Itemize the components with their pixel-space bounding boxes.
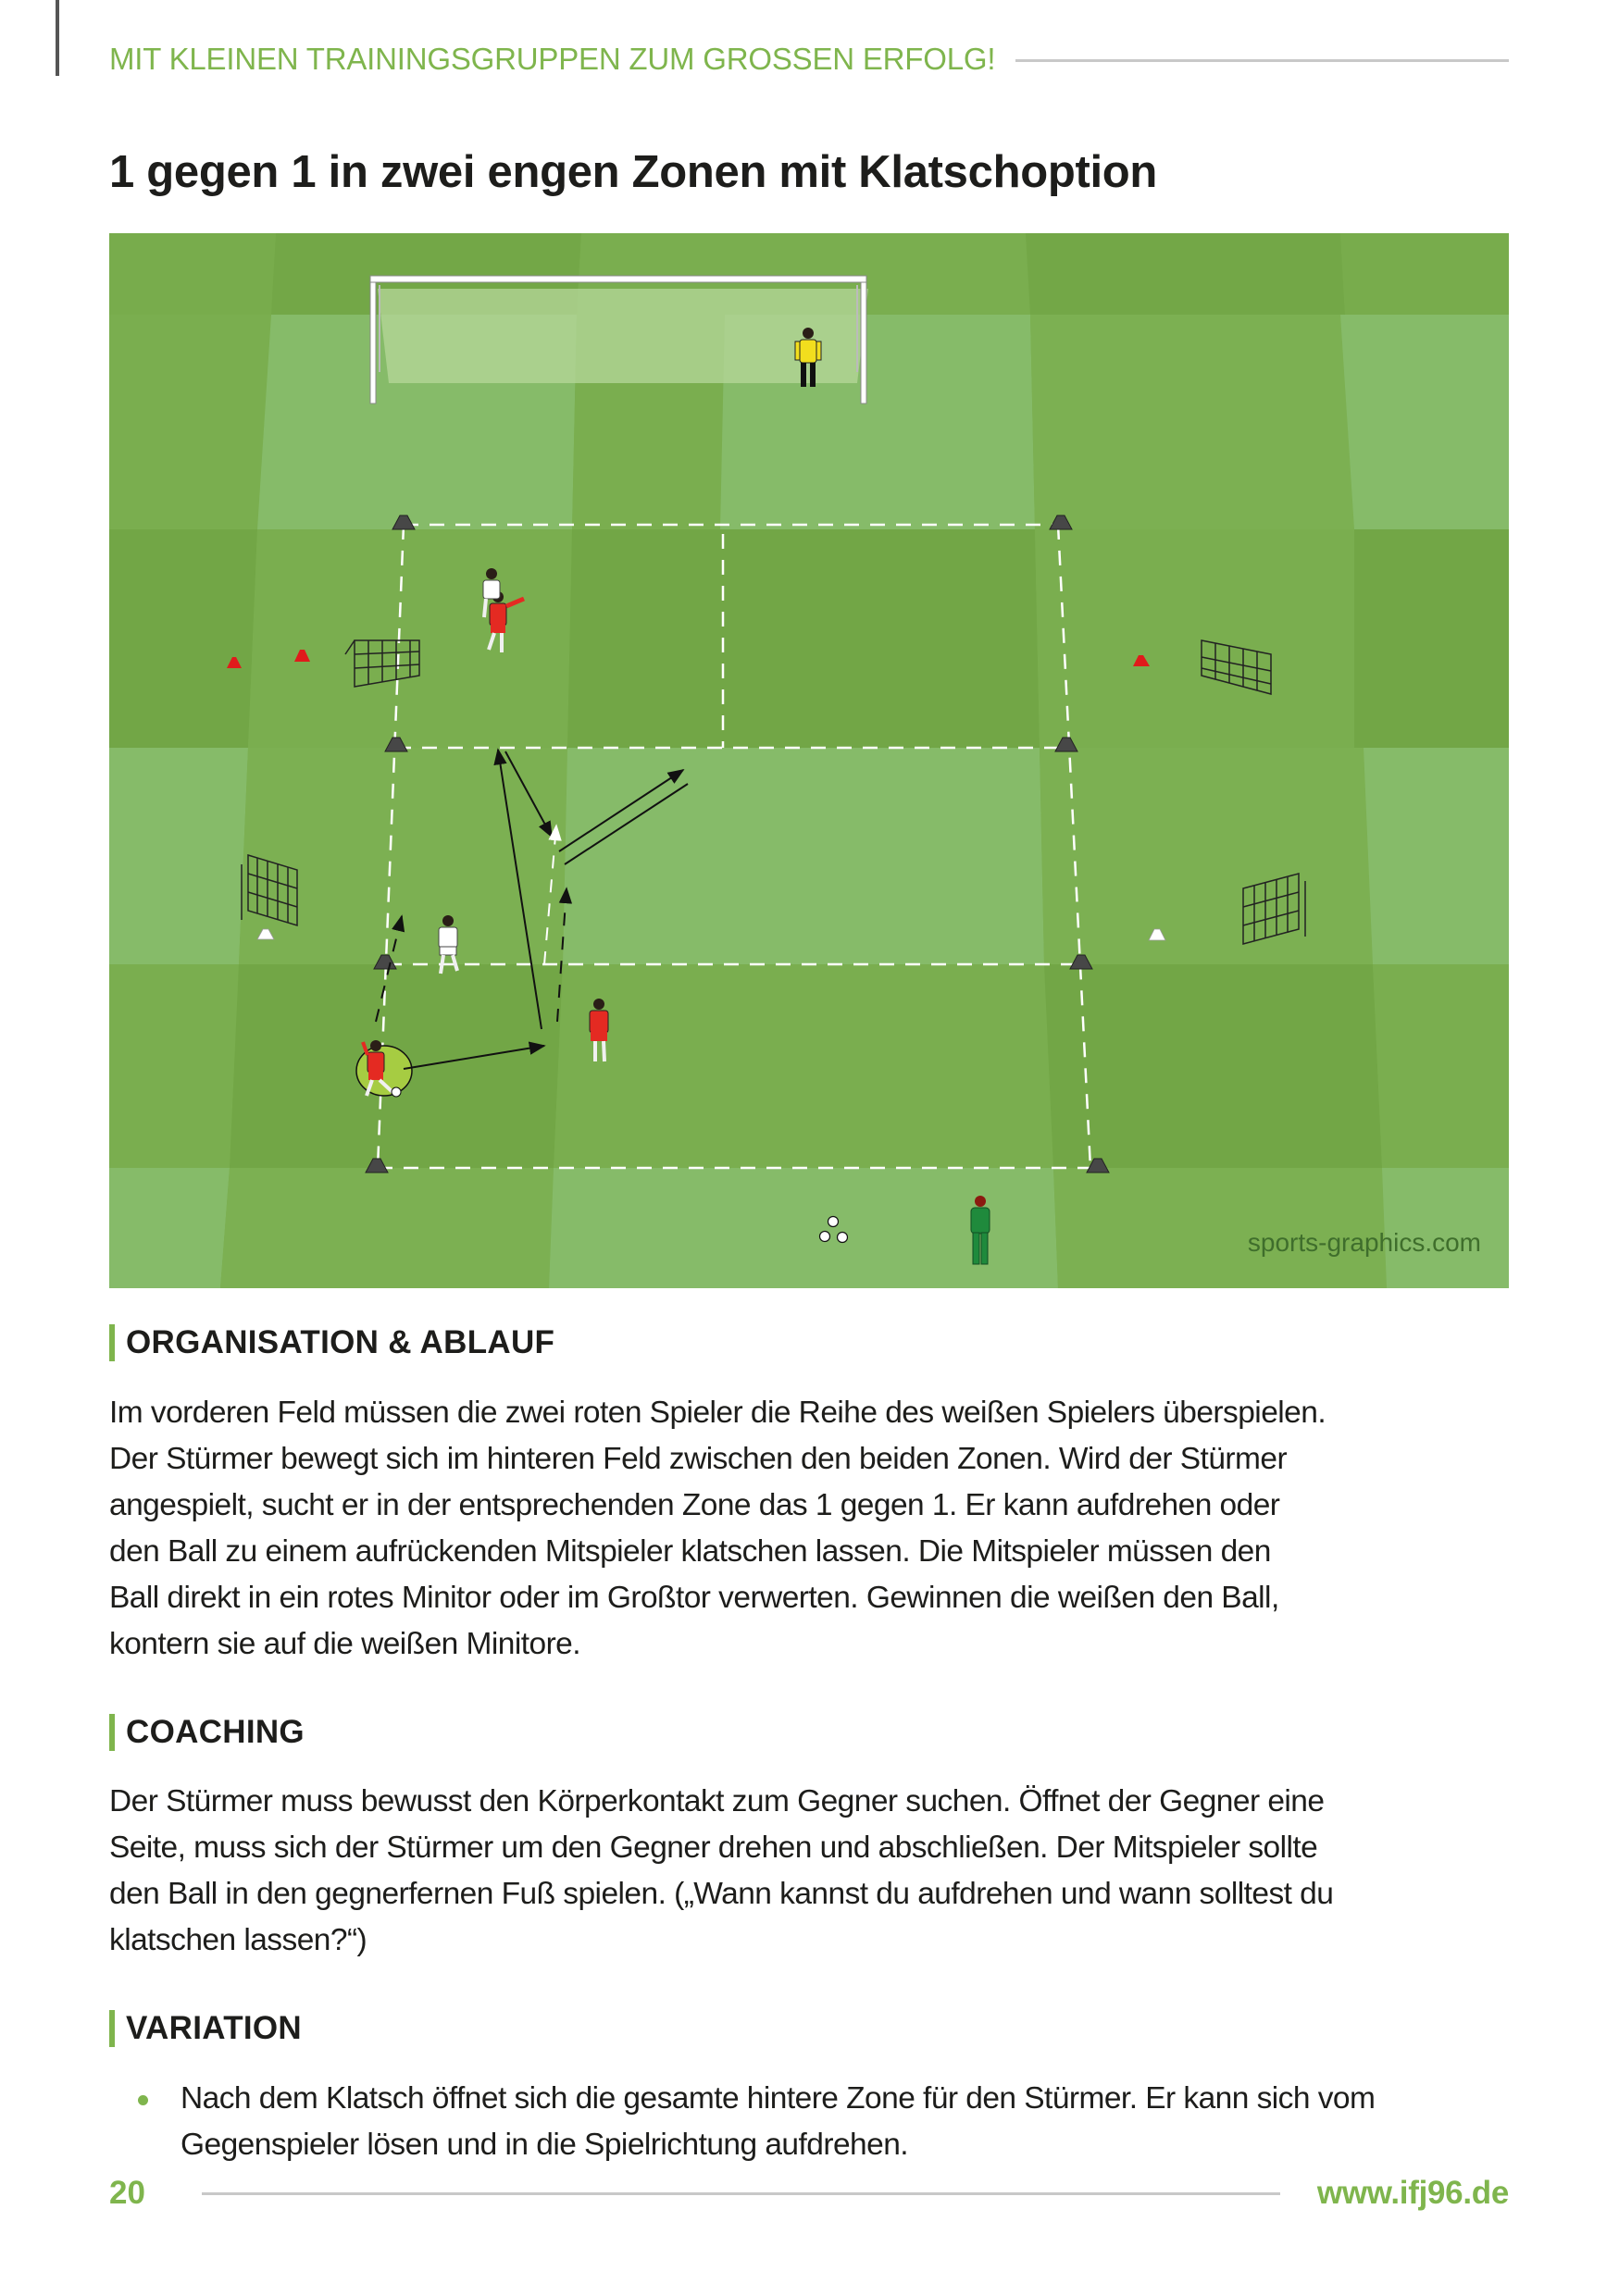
text-line: kontern sie auf die weißen Minitore. (109, 1627, 581, 1661)
text-line: klatschen lassen?“) (109, 1923, 367, 1957)
text-line: Der Stürmer bewegt sich im hinteren Feld zwischen den beiden Zonen. Wird der Stürmer (109, 1442, 1288, 1476)
running-title: MIT KLEINEN TRAININGSGRUPPEN ZUM GROSSEN ERFOLG! (109, 42, 996, 76)
section-accent-bar (109, 1324, 115, 1361)
text-line: Gegenspieler lösen und in die Spielrichtung aufdrehen. (181, 2128, 909, 2162)
text-line: Der Stürmer muss bewusst den Körperkontakt zum Gegner suchen. Öffnet der Gegner eine (109, 1784, 1325, 1818)
footer-divider (202, 2192, 1280, 2195)
drill-diagram (109, 233, 1509, 1288)
text-line: Ball direkt in ein rotes Minitor oder im Großtor verwerten. Gewinnen die weißen den Ball, (109, 1581, 1279, 1615)
section-heading-variation (109, 2008, 302, 2049)
watermark: sports-graphics.com (1247, 1228, 1481, 1257)
organisation-text (109, 1390, 1521, 1668)
list-item (109, 2076, 1526, 2168)
page-number: 20 (109, 2175, 145, 2211)
running-header (109, 41, 1509, 78)
text-line: den Ball zu einem aufrückenden Mitspieler klatschen lassen. Die Mitspieler müssen den (109, 1534, 1271, 1569)
header-divider (1015, 59, 1509, 62)
page-title: 1 gegen 1 in zwei engen Zonen mit Klatschoption (109, 147, 1158, 197)
text-line: Nach dem Klatsch öffnet sich die gesamte hintere Zone für den Stürmer. Er kann sich vom (181, 2081, 1376, 2116)
variation-list (109, 2076, 1526, 2168)
page-footer (109, 2173, 1509, 2214)
section-label: ORGANISATION & ABLAUF (126, 1324, 555, 1360)
grass-pattern (109, 233, 1509, 1288)
text-line: Seite, muss sich der Stürmer um den Gegner drehen und abschließen. Der Mitspieler sollte (109, 1831, 1318, 1865)
coaching-text (109, 1779, 1521, 1964)
section-heading-organisation (109, 1322, 554, 1363)
margin-rule (56, 0, 59, 76)
section-label: COACHING (126, 1714, 305, 1750)
bullet-icon (138, 2095, 148, 2105)
section-label: VARIATION (126, 2010, 303, 2046)
section-accent-bar (109, 1714, 115, 1751)
text-line: Im vorderen Feld müssen die zwei roten Spieler die Reihe des weißen Spielers überspielen. (109, 1396, 1326, 1430)
text-line: angespielt, sucht er in der entsprechenden Zone das 1 gegen 1. Er kann aufdrehen oder (109, 1488, 1280, 1522)
section-accent-bar (109, 2010, 115, 2047)
text-line: den Ball in den gegnerfernen Fuß spielen. („Wann kannst du aufdrehen und wann solltest du (109, 1877, 1334, 1911)
section-heading-coaching (109, 1712, 305, 1753)
website-link[interactable]: www.ifj96.de (1316, 2175, 1509, 2211)
